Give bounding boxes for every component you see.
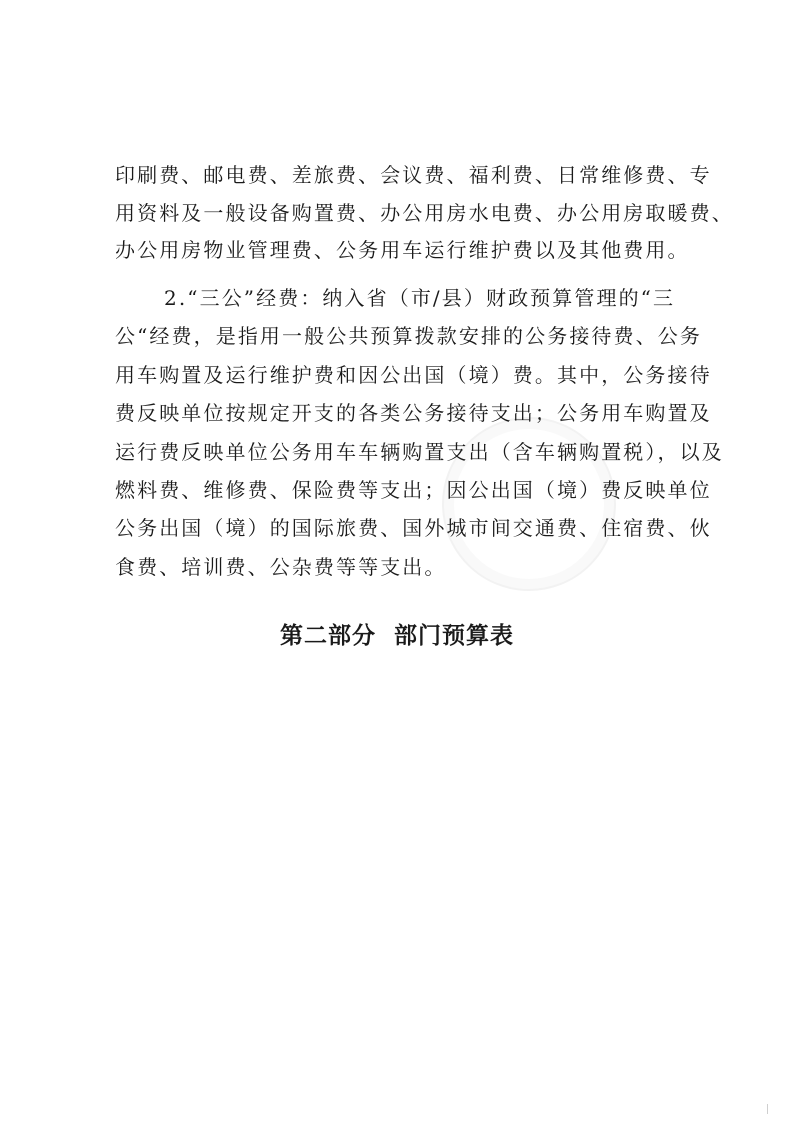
- page-mark: [767, 1104, 768, 1114]
- text-line: 食费、培训费、公杂费等等支出。: [115, 555, 447, 579]
- text-line: 印刷费、邮电费、差旅费、会议费、福利费、日常维修费、专: [115, 163, 712, 187]
- section-title: 第二部分 部门预算表: [279, 623, 514, 649]
- text-line: 用车购置及运行维护费和因公出国（境）费。其中，公务接待: [115, 363, 712, 387]
- text-line: 办公用房物业管理费、公务用车运行维护费以及其他费用。: [115, 238, 690, 262]
- text-line: 公“经费，是指用一般公共预算拨款安排的公务接待费、公务: [115, 324, 702, 348]
- text-line: 运行费反映单位公务用车车辆购置支出（含车辆购置税），以及: [115, 440, 724, 464]
- text-line: 2.“三公”经费：纳入省（市/县）财政预算管理的“三: [164, 286, 676, 310]
- text-line: 用资料及一般设备购置费、办公用房水电费、办公用房取暖费、: [115, 201, 734, 225]
- text-line: 燃料费、维修费、保险费等支出；因公出国（境）费反映单位: [115, 478, 712, 502]
- text-line: 公务出国（境）的国际旅费、国外城市间交通费、住宿费、伙: [115, 516, 712, 540]
- text-line: 费反映单位按规定开支的各类公务接待支出；公务用车购置及: [115, 401, 712, 425]
